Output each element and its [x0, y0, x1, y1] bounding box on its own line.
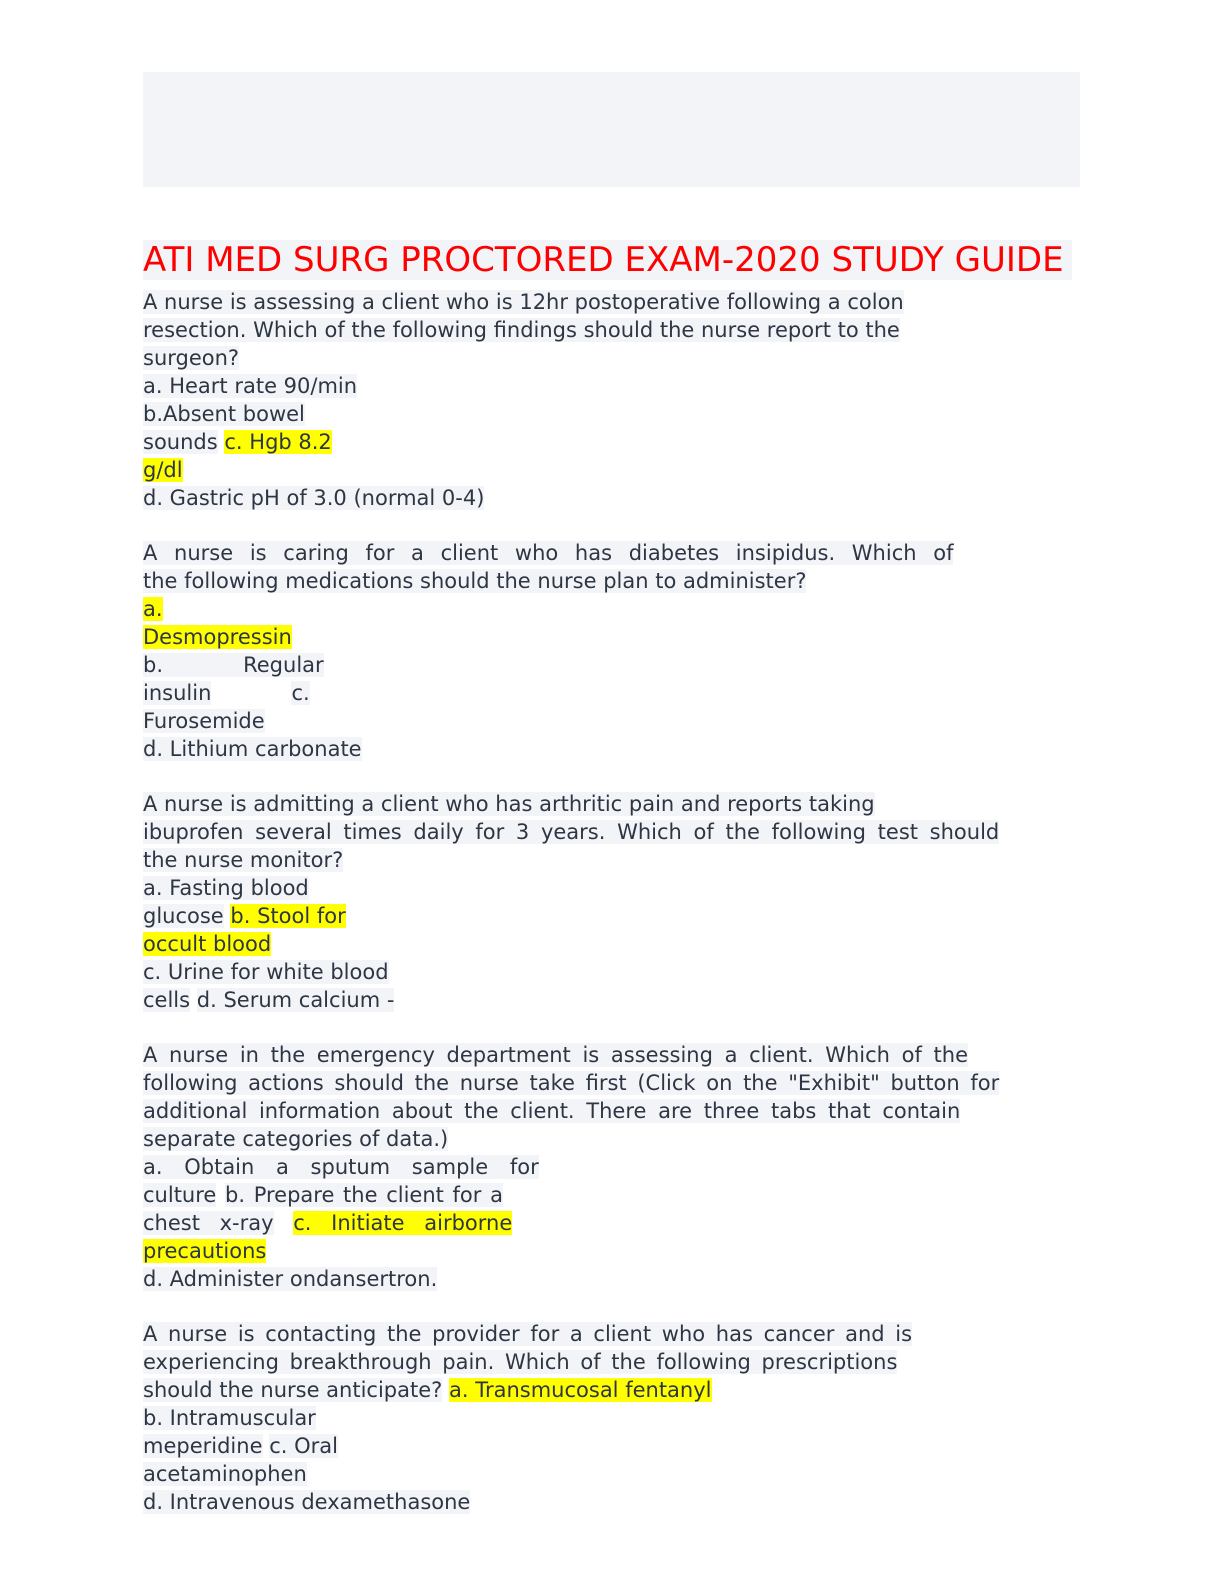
text-line [143, 344, 1073, 372]
answer-highlight: a. Transmucosal fentanyl [449, 1378, 712, 1402]
answer-highlight: b. Stool for [230, 904, 346, 928]
text-line [143, 1348, 1073, 1376]
answer-highlight: c. Hgb 8.2 [224, 430, 332, 454]
text-segment: the nurse monitor? [143, 848, 344, 872]
text-segment: cells [143, 988, 191, 1012]
text-line [143, 790, 1073, 818]
page-title [143, 239, 1073, 282]
text-line [143, 1153, 1073, 1181]
text-line [143, 1404, 1073, 1432]
text-segment: additional information about the client. There are three tabs that contain [143, 1099, 961, 1123]
text-line [143, 902, 1073, 930]
text-line [143, 288, 1073, 316]
text-line [143, 1181, 1073, 1209]
question-block-5 [143, 1320, 1073, 1516]
text-line [143, 595, 1073, 623]
text-segment [274, 1211, 294, 1235]
text-segment: d. Serum calcium - [196, 988, 395, 1012]
questions-container [143, 288, 1073, 1516]
text-segment [442, 1378, 449, 1402]
text-segment [216, 1183, 225, 1207]
text-segment: b. Intramuscular [143, 1406, 316, 1430]
text-line [143, 818, 1073, 846]
answer-highlight: c. Initiate airborne [293, 1211, 513, 1235]
text-segment: d. Administer ondansertron. [143, 1267, 438, 1291]
text-segment: d. Intravenous dexamethasone [143, 1490, 471, 1514]
answer-highlight: occult blood [143, 932, 272, 956]
text-segment: a. Heart rate 90/min [143, 374, 358, 398]
text-segment: b.Absent bowel [143, 402, 305, 426]
text-segment: sounds [143, 430, 218, 454]
answer-highlight: Desmopressin [143, 625, 292, 649]
text-line [143, 316, 1073, 344]
text-line [143, 707, 1073, 735]
text-segment: separate categories of data.) [143, 1127, 449, 1151]
text-segment: glucose [143, 904, 224, 928]
text-line [143, 874, 1073, 902]
text-line [143, 1320, 1073, 1348]
text-line [143, 651, 1073, 679]
text-line [143, 1488, 1073, 1516]
text-segment: ibuprofen several times daily for 3 years. Which of the following test should [143, 820, 1000, 844]
text-segment: experiencing breakthrough pain. Which of the following prescriptions [143, 1350, 898, 1374]
text-segment: c. [291, 681, 310, 705]
text-line [143, 1376, 1073, 1404]
text-line [143, 428, 1073, 456]
text-line [143, 1265, 1073, 1293]
text-line [143, 1460, 1073, 1488]
text-segment: c. Oral [269, 1434, 338, 1458]
text-line [143, 372, 1073, 400]
text-line [143, 1125, 1073, 1153]
text-segment: A nurse in the emergency department is assessing a client. Which of the [143, 1043, 969, 1067]
text-segment: b. Regular [143, 653, 324, 677]
text-segment [211, 681, 291, 705]
text-segment: surgeon? [143, 346, 240, 370]
question-block-1 [143, 288, 1073, 512]
text-segment: meperidine [143, 1434, 263, 1458]
text-segment [190, 988, 197, 1012]
text-segment: culture [143, 1183, 217, 1207]
answer-highlight: a. [143, 597, 163, 621]
text-segment: A nurse is caring for a client who has diabetes insipidus. Which of [143, 541, 954, 565]
text-line [143, 930, 1073, 958]
text-line [143, 623, 1073, 651]
text-line [143, 1432, 1073, 1460]
text-segment: chest x-ray [143, 1211, 274, 1235]
text-line [143, 846, 1073, 874]
text-segment: should the nurse anticipate? [143, 1378, 443, 1402]
text-line [143, 456, 1073, 484]
answer-highlight: precautions [143, 1239, 267, 1263]
text-segment: following actions should the nurse take first (Click on the "Exhibit" button for [143, 1071, 1000, 1095]
text-line [143, 400, 1073, 428]
text-segment: A nurse is admitting a client who has arthritic pain and reports taking [143, 792, 875, 816]
text-line [143, 539, 1073, 567]
text-segment: A nurse is contacting the provider for a client who has cancer and is [143, 1322, 913, 1346]
text-line [143, 1237, 1073, 1265]
question-block-4 [143, 1041, 1073, 1293]
text-line [143, 679, 1073, 707]
text-line [143, 958, 1073, 986]
text-line [143, 484, 1073, 512]
text-segment: a. Fasting blood [143, 876, 309, 900]
text-segment: d. Lithium carbonate [143, 737, 362, 761]
text-segment: resection. Which of the following findings should the nurse report to the [143, 318, 900, 342]
text-segment: A nurse is assessing a client who is 12hr postoperative following a colon [143, 290, 904, 314]
text-segment: insulin [143, 681, 212, 705]
text-segment: c. Urine for white blood [143, 960, 389, 984]
text-line [143, 1209, 1073, 1237]
answer-highlight: g/dl [143, 458, 183, 482]
text-line [143, 735, 1073, 763]
top-banner [143, 72, 1080, 187]
text-segment: a. Obtain a sputum sample for [143, 1155, 539, 1179]
question-block-3 [143, 790, 1073, 1014]
document-page [143, 239, 1073, 1543]
text-line [143, 1069, 1073, 1097]
text-segment: the following medications should the nurse plan to administer? [143, 569, 807, 593]
text-segment: d. Gastric pH of 3.0 (normal 0-4) [143, 486, 485, 510]
text-segment: Furosemide [143, 709, 265, 733]
text-line [143, 1097, 1073, 1125]
text-segment: acetaminophen [143, 1462, 307, 1486]
page-title-text: ATI MED SURG PROCTORED EXAM-2020 STUDY GUIDE [143, 240, 1072, 280]
text-line [143, 986, 1073, 1014]
text-segment: b. Prepare the client for a [225, 1183, 503, 1207]
question-block-2 [143, 539, 1073, 763]
text-line [143, 567, 1073, 595]
text-line [143, 1041, 1073, 1069]
